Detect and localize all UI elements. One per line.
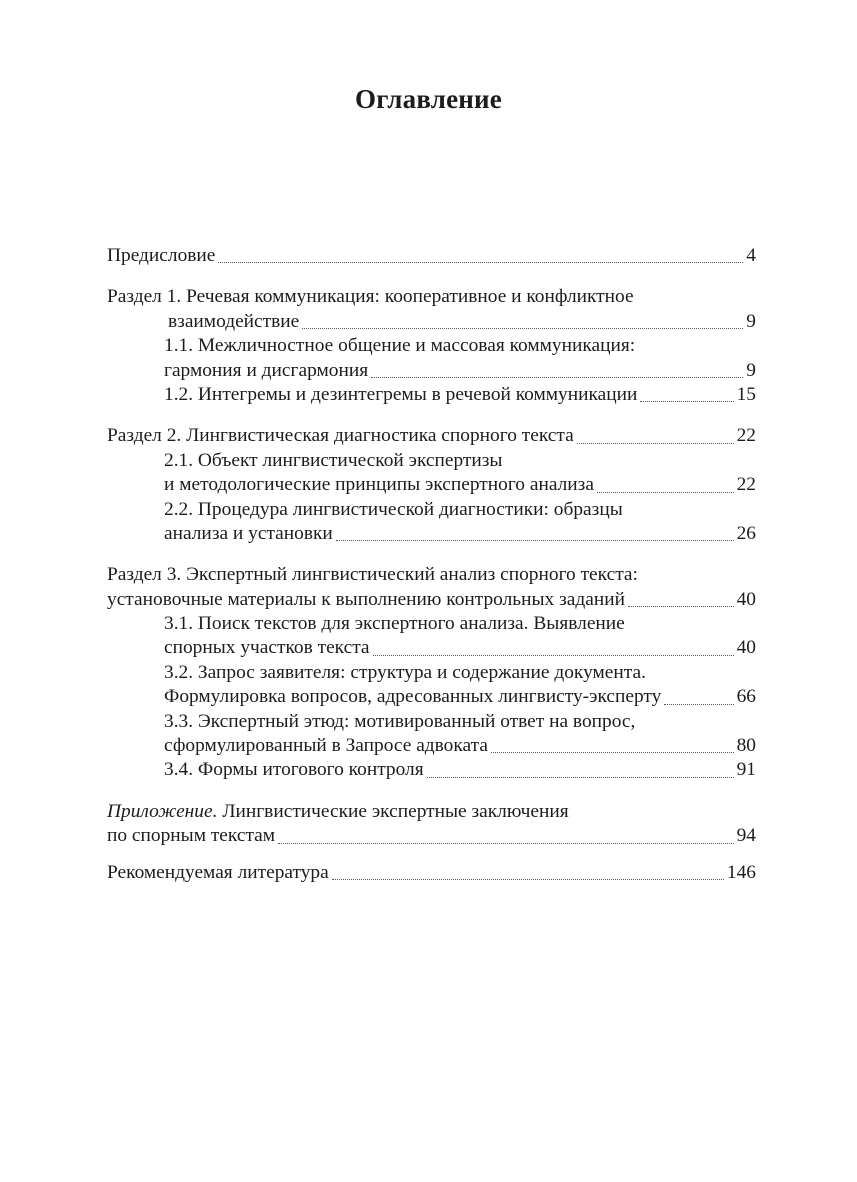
toc-entry-text: сформулированный в Запросе адвоката xyxy=(164,735,488,757)
toc-page-number: 91 xyxy=(736,759,756,781)
toc-entry-text: Рекомендуемая литература xyxy=(107,861,329,883)
toc-entry-text: установочные материалы к выполнению контрольных заданий xyxy=(107,588,625,610)
toc-entry-text: 2.2. Процедура лингвистической диагностики: образцы xyxy=(164,498,623,520)
toc-page-number: 40 xyxy=(736,637,756,659)
leader-dots xyxy=(577,437,734,444)
toc-entry-text: 1.2. Интегремы и дезинтегремы в речевой коммуникации xyxy=(164,383,638,405)
toc-page-number: 15 xyxy=(736,383,756,405)
toc-entry-text: спорных участков текста xyxy=(164,637,370,659)
leader-dots xyxy=(427,771,734,778)
toc-entry-line[interactable] xyxy=(107,449,756,473)
leader-dots xyxy=(371,371,743,378)
toc-entry-line[interactable] xyxy=(107,710,756,734)
toc-entry-line[interactable] xyxy=(107,800,756,824)
toc-entry-line[interactable] xyxy=(107,612,756,636)
toc-entry[interactable] xyxy=(107,424,756,448)
toc-entry-text: Раздел 1. Речевая коммуникация: кооперативное и конфликтное xyxy=(107,286,634,308)
leader-dots xyxy=(491,746,734,753)
leader-dots xyxy=(628,600,734,607)
toc-entry[interactable] xyxy=(107,383,756,407)
toc-entry-text: Формулировка вопросов, адресованных лингвисту-эксперту xyxy=(164,686,662,708)
toc-entry-line[interactable] xyxy=(107,661,756,685)
toc-entry-text: Раздел 3. Экспертный лингвистический анализ спорного текста: xyxy=(107,564,638,586)
toc-entry-line[interactable] xyxy=(107,359,756,383)
toc-entry-line[interactable] xyxy=(107,310,756,334)
leader-dots xyxy=(302,322,743,329)
toc-entry-text: 3.4. Формы итогового контроля xyxy=(164,759,424,781)
leader-dots xyxy=(373,649,734,656)
leader-dots xyxy=(218,256,743,263)
toc-entry-line[interactable] xyxy=(107,734,756,758)
toc-entry-text: и методологические принципы экспертного анализа xyxy=(164,474,594,496)
toc-page-number: 40 xyxy=(736,588,756,610)
leader-dots xyxy=(597,486,734,493)
toc-entry-text: Предисловие xyxy=(107,245,216,266)
toc-entry-line[interactable] xyxy=(107,334,756,358)
toc-entry-text: гармония и дисгармония xyxy=(164,359,369,381)
toc-entry-line[interactable] xyxy=(107,563,756,587)
toc-entry-text: 2.1. Объект лингвистической экспертизы xyxy=(164,449,503,471)
appendix-label: Приложение. xyxy=(107,800,218,822)
leader-dots xyxy=(332,873,724,880)
toc-page-number: 9 xyxy=(746,310,756,332)
toc-entry-text: Раздел 2. Лингвистическая диагностика спорного текста xyxy=(107,425,574,447)
toc-entry-text xyxy=(107,800,569,824)
toc-page-number: 94 xyxy=(736,825,756,847)
toc-entry[interactable] xyxy=(107,758,756,782)
toc-entry-line[interactable] xyxy=(107,522,756,546)
toc-entry-text: 3.2. Запрос заявителя: структура и содержание документа. xyxy=(164,661,646,683)
toc-entry-line[interactable] xyxy=(107,498,756,522)
toc-entry-text: 3.1. Поиск текстов для экспертного анализа. Выявление xyxy=(164,613,625,635)
page-title: Оглавление xyxy=(355,84,502,114)
toc-entry-line[interactable] xyxy=(107,636,756,660)
toc-page-number: 4 xyxy=(746,245,756,266)
appendix-title: Лингвистические экспертные заключения xyxy=(217,800,569,822)
toc-entry-line[interactable] xyxy=(107,824,756,848)
table-of-contents xyxy=(107,244,756,885)
toc-page-number: 26 xyxy=(736,522,756,544)
leader-dots xyxy=(640,395,733,402)
toc-entry[interactable] xyxy=(107,244,756,268)
toc-entry-line[interactable] xyxy=(107,473,756,497)
leader-dots xyxy=(336,534,734,541)
toc-entry[interactable] xyxy=(107,861,756,885)
toc-entry-text: 3.3. Экспертный этюд: мотивированный ответ на вопрос, xyxy=(164,710,636,732)
toc-entry-line[interactable] xyxy=(107,588,756,612)
toc-entry-line[interactable] xyxy=(107,285,756,309)
toc-page-number: 22 xyxy=(736,425,756,447)
toc-entry-text: по спорным текстам xyxy=(107,825,276,847)
leader-dots xyxy=(664,698,733,705)
toc-page-number: 80 xyxy=(736,735,756,757)
toc-entry-text: взаимодействие xyxy=(168,310,300,332)
toc-entry-text: анализа и установки xyxy=(164,522,333,544)
toc-page-number: 146 xyxy=(726,861,756,883)
toc-entry-text: 1.1. Межличностное общение и массовая коммуникация: xyxy=(164,335,636,357)
toc-page-number: 9 xyxy=(746,359,756,381)
leader-dots xyxy=(278,837,734,844)
toc-entry-line[interactable] xyxy=(107,685,756,709)
toc-page-number: 66 xyxy=(736,686,756,708)
toc-page-number: 22 xyxy=(736,474,756,496)
